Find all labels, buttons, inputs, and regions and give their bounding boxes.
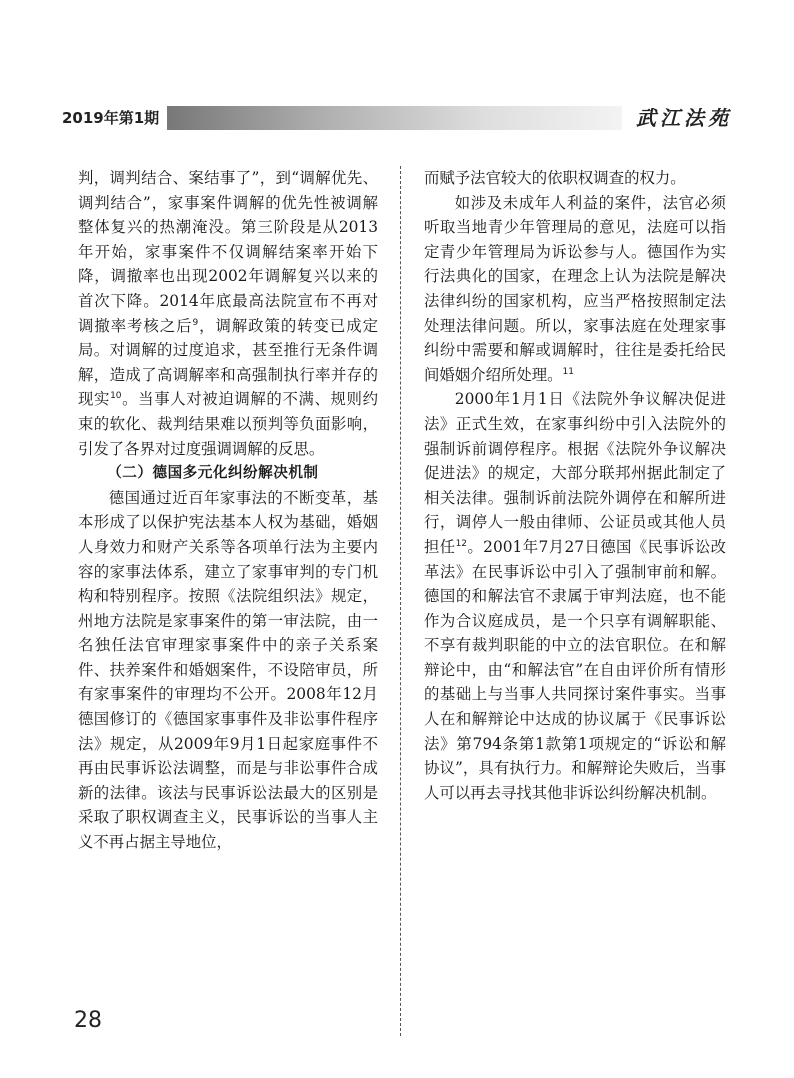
footnote-ref: 12 (455, 538, 468, 549)
paragraph (78, 166, 378, 461)
paragraph: 而赋予法官较大的依职权调查的权力。 (424, 169, 686, 187)
column-divider (400, 166, 401, 1036)
text-run: 2000年1月1日《法院外争议解决促进法》正式生效，在家事纠纷中引入法院外的强制诉前调停程序。根据《法院外争议解决促进法》的规定，大部分联邦州据此制定了相关法律。强制诉前法院外调停在和解所进行，调停人一般由律师、公证员或其他人员担任 (424, 390, 726, 556)
footnote-ref: 9 (192, 317, 199, 328)
paragraph (424, 191, 726, 388)
issue-label: 2019年第1期 (62, 106, 167, 130)
running-header (62, 101, 732, 135)
section-heading: （二）德国多元化纠纷解决机制 (107, 464, 319, 482)
text-run: 。2001年7月27日德国《民事诉讼改革法》在民事诉讼中引入了强制审前和解。德国的和解法官不隶属于审判法庭，也不能作为合议庭成员，是一个只享有调解职能、不享有裁判职能的中立的法官职位。在和解辩论中，由“和解法官”在自由评价所有情形的基础上与当事人共同探讨案件事实。当事人在和解辩论中达成的协议属于《民事诉讼法》第794条第1款第1项规定的“诉讼和解协议”，具有执行力。和解辩论失败后，当事人可以再去寻找其他非诉讼纠纷解决机制。 (424, 537, 726, 802)
paragraph (424, 387, 726, 805)
text-run: 如涉及未成年人利益的案件，法官必须听取当地青少年管理局的意见，法庭可以指定青少年管理局为诉讼参与人。德国作为实行法典化的国家，在理念上认为法院是解决法律纠纷的国家机构，应当严格按照制定法处理法律问题。所以，家事法庭在处理家事纠纷中需要和解或调解时，往往是委托给民间婚姻介绍所处理。 (424, 193, 726, 384)
left-column (78, 166, 378, 855)
footnote-ref: 10 (110, 391, 122, 402)
journal-title: 武江法苑 (636, 106, 732, 130)
text-run: ，调解政策的转变已成定局。对调解的过度追求，甚至推行无条件调解，造成了高调解率和高强制执行率并存的现实 (78, 316, 378, 409)
footnote-ref: 11 (562, 366, 574, 377)
text-run: 。当事人对被迫调解的不满、规则约束的软化、裁判结果难以预判等负面影响，引发了各界对过度强调调解的反思。 (78, 390, 378, 458)
page-number: 28 (74, 1008, 102, 1033)
right-column (424, 166, 726, 805)
text-run: 判，调判结合、案结事了”，到“调解优先、调判结合”，家事案件调解的优先性被调解整体复兴的热潮淹没。第三阶段是从2013年开始，家事案件不仅调解结案率开始下降，调撤率也出现2002年调解复兴以来的首次下降。2014年底最高法院宣布不再对调撤率考核之后 (78, 169, 378, 335)
paragraph: 德国通过近百年家事法的不断变革，基本形成了以保护宪法基本人权为基础，婚姻人身效力和财产关系等各项单行法为主要内容的家事法体系，建立了家事审判的专门机构和特别程序。按照《法院组织法》规定，州地方法院是家事案件的第一审法院，由一名独任法官审理家事案件中的亲子关系案件、扶养案件和婚姻案件，不设陪审员，所有家事案件的审理均不公开。2008年12月德国修订的《德国家事事件及非讼事件程序法》规定，从2009年9月1日起家庭事件不再由民事诉讼法调整，而是与非讼事件合成新的法律。该法与民事诉讼法最大的区别是采取了职权调查主义，民事诉讼的当事人主义不再占据主导地位， (78, 488, 378, 852)
header-gradient-band (166, 106, 622, 130)
